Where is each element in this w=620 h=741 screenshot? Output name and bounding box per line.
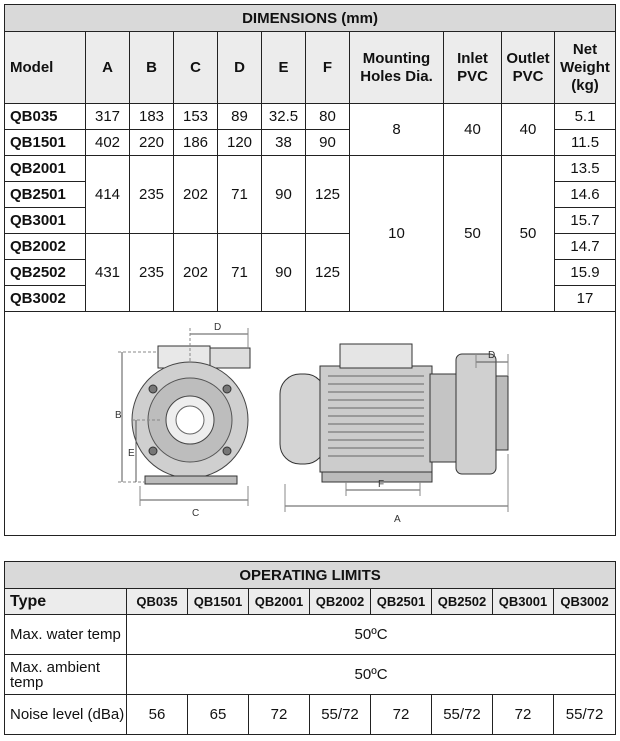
type-header: QB3002: [554, 589, 616, 615]
value-e: 38: [262, 130, 306, 156]
value-noise: 65: [188, 695, 249, 735]
value-b: 235: [130, 234, 174, 312]
model-cell: QB2001: [5, 156, 86, 182]
value-weight: 14.7: [555, 234, 616, 260]
header-e: E: [262, 32, 306, 104]
model-cell: QB035: [5, 104, 86, 130]
value-inlet: 50: [444, 156, 502, 312]
value-weight: 5.1: [555, 104, 616, 130]
value-a: 414: [86, 156, 130, 234]
row-label-noise: Noise level (dBa): [5, 695, 127, 735]
side-base: [322, 472, 432, 482]
value-weight: 15.9: [555, 260, 616, 286]
value-c: 186: [174, 130, 218, 156]
value-noise: 72: [371, 695, 432, 735]
value-noise: 55/72: [310, 695, 371, 735]
row-label-water: Max. water temp: [5, 615, 127, 655]
value-mounting: 8: [350, 104, 444, 156]
type-header: QB2502: [432, 589, 493, 615]
operating-title: OPERATING LIMITS: [5, 562, 616, 589]
side-terminal-box: [340, 344, 412, 368]
value-noise: 72: [249, 695, 310, 735]
value-a: 431: [86, 234, 130, 312]
header-model: Model: [5, 32, 86, 104]
value-weight: 13.5: [555, 156, 616, 182]
front-top-port: [210, 348, 250, 368]
label-e: E: [128, 448, 135, 459]
type-header: QB3001: [493, 589, 554, 615]
type-header: QB035: [127, 589, 188, 615]
value-noise: 55/72: [554, 695, 616, 735]
value-weight: 17: [555, 286, 616, 312]
side-adapter: [430, 374, 458, 462]
value-a: 402: [86, 130, 130, 156]
value-weight: 15.7: [555, 208, 616, 234]
value-a: 317: [86, 104, 130, 130]
type-header: QB1501: [188, 589, 249, 615]
value-f: 125: [306, 234, 350, 312]
model-cell: QB3002: [5, 286, 86, 312]
table-row: [5, 655, 616, 695]
table-row: [5, 695, 616, 735]
label-d-side: D: [488, 350, 496, 361]
value-outlet: 50: [502, 156, 555, 312]
pump-dimension-diagram: [10, 314, 610, 529]
value-noise: 72: [493, 695, 554, 735]
header-weight: Net Weight (kg): [555, 32, 616, 104]
type-header: QB2001: [249, 589, 310, 615]
row-label-ambient: Max. ambient temp: [5, 655, 127, 695]
header-a: A: [86, 32, 130, 104]
value-f: 80: [306, 104, 350, 130]
label-a: A: [394, 514, 401, 525]
header-d: D: [218, 32, 262, 104]
value-weight: 11.5: [555, 130, 616, 156]
header-b: B: [130, 32, 174, 104]
value-mounting: 10: [350, 156, 444, 312]
value-b: 235: [130, 156, 174, 234]
label-c: C: [192, 508, 200, 519]
value-outlet: 40: [502, 104, 555, 156]
table-row: [5, 156, 616, 182]
label-b: B: [115, 410, 122, 421]
dimensions-title: DIMENSIONS (mm): [5, 5, 616, 32]
side-motor-end: [280, 374, 325, 464]
value-ambient-temp: 50ºC: [127, 655, 616, 695]
pump-drawing: [5, 312, 616, 536]
value-e: 90: [262, 156, 306, 234]
model-cell: QB2502: [5, 260, 86, 286]
header-mounting: Mounting Holes Dia.: [350, 32, 444, 104]
operating-limits-table: [4, 561, 616, 735]
value-c: 202: [174, 156, 218, 234]
value-b: 183: [130, 104, 174, 130]
model-cell: QB1501: [5, 130, 86, 156]
value-water-temp: 50ºC: [127, 615, 616, 655]
value-f: 90: [306, 130, 350, 156]
value-noise: 56: [127, 695, 188, 735]
side-wet-end: [456, 354, 496, 474]
header-outlet: Outlet PVC: [502, 32, 555, 104]
label-d-front: D: [214, 322, 222, 333]
header-f: F: [306, 32, 350, 104]
table-row: [5, 615, 616, 655]
value-d: 71: [218, 156, 262, 234]
label-f: F: [378, 479, 385, 490]
value-noise: 55/72: [432, 695, 493, 735]
value-e: 32.5: [262, 104, 306, 130]
value-weight: 14.6: [555, 182, 616, 208]
model-cell: QB3001: [5, 208, 86, 234]
value-inlet: 40: [444, 104, 502, 156]
header-c: C: [174, 32, 218, 104]
value-f: 125: [306, 156, 350, 234]
model-cell: QB2501: [5, 182, 86, 208]
header-type: Type: [5, 589, 127, 615]
value-b: 220: [130, 130, 174, 156]
header-inlet: Inlet PVC: [444, 32, 502, 104]
table-row: [5, 104, 616, 130]
type-header: QB2501: [371, 589, 432, 615]
dimensions-table: [4, 4, 616, 536]
value-c: 202: [174, 234, 218, 312]
type-header: QB2002: [310, 589, 371, 615]
value-c: 153: [174, 104, 218, 130]
front-base: [145, 476, 237, 484]
value-e: 90: [262, 234, 306, 312]
value-d: 89: [218, 104, 262, 130]
value-d: 120: [218, 130, 262, 156]
model-cell: QB2002: [5, 234, 86, 260]
value-d: 71: [218, 234, 262, 312]
